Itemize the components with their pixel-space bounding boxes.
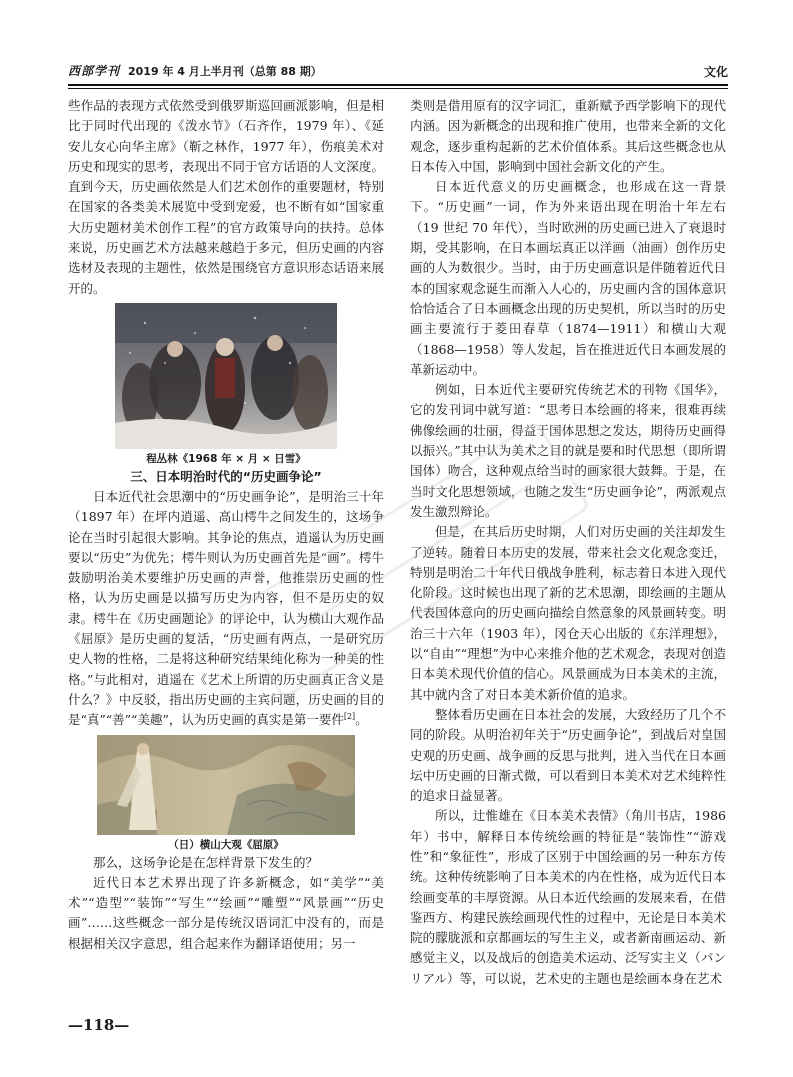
paragraph: 近代日本艺术界出现了许多新概念，如“美学”“美术”“造型”“装饰”“写生”“绘画”“雕塑”“风景画”“历史画”……这些概念一部分是传统汉语词汇中没有的，而是根据相关汉字意思，组合起来作为翻译语使用；另一 <box>68 874 384 951</box>
issue-info: 2019 年 4 月上半月刊（总第 88 期） <box>128 65 322 78</box>
paragraph: 整体看历史画在日本社会的发展，大致经历了几个不同的阶段。从明治初年关于“历史画争论”，到战后对皇国史观的历史画、战争画的反思与批判，进入当代在日本画坛中历史画的日渐式微，可以看到日本美术对艺术纯粹性的追求日益显著。 <box>410 706 726 804</box>
paragraph: 那么，这场争论是在怎样背景下发生的？ <box>93 854 319 870</box>
header-rule-thin <box>68 88 728 89</box>
figure-1 <box>68 303 384 467</box>
painting-qu-yuan-image <box>97 735 355 835</box>
citation-ref: [2] <box>343 712 356 722</box>
paragraph: 所以，辻惟雄在《日本美术表情》（角川书店，1986 年）书中，解释日本传统绘画的特征是“装饰性”“游戏性”和“象征性”，形成了区别于中国绘画的另一种东方传统。这种传统影响了日本美术的内在性格，成为近代日本绘画变革的丰厚资源。从日本近代绘画的发展来看，在借鉴西方、构建民族绘画现代性的过程中，无论是日本美术院的朦胧派和京都画坛的写生主义，或者新南画运动、新感觉主义，以及战后的创造美术运动、泛写实主义（パンリアル）等，可以说，艺术史的主题也是绘画本身在艺术 <box>410 808 726 986</box>
figure-1-caption: 程丛林《1968 年 × 月 × 日雪》 <box>146 452 306 465</box>
page-header <box>68 60 728 82</box>
paragraph: 日本近代意义的历史画概念，也形成在这一背景下。“历史画”一词，作为外来语出现在明治十年左右（19 世纪 70 年代），当时欧洲的历史画已进入了衰退时期，受其影响，在日本画坛真正以洋画（油画）创作历史画的人为数很少。当时，由于历史画意识是伴随着近代日本的国家观念诞生而渐入人心的，历史画内含的国体意识恰恰适合了日本画概念出现的历史契机，所以当时的历史画主要流行于菱田春草（1874—1911）和横山大观（1868—1958）等人发起，旨在推进近代日本画发展的革新运动中。 <box>410 179 726 377</box>
journal-logo: 西部学刊 <box>68 64 121 78</box>
paragraph-end: 。 <box>355 712 368 728</box>
page-number: —118— <box>68 1016 130 1034</box>
figure-2-caption: （日）横山大观《屈原》 <box>168 838 284 851</box>
paragraph <box>68 487 384 731</box>
right-column <box>410 96 726 989</box>
header-rule <box>68 84 728 86</box>
paragraph-text: 日本近代社会思潮中的“历史画争论”，是明治三十年（1897 年）在坪内逍遥、高山樗牛之间发生的，这场争论在当时引起很大影响。其争论的焦点，逍遥认为历史画要以“历史”为优先；樗牛则认为历史画首先是“画”。樗牛鼓励明治美术要维护历史画的声誉，他推崇历史画的性格，认为历史画是以描写历史为内容，但不是历史的奴隶。樗牛在《历史画题论》的评论中，认为横山大观作品《屈原》是历史画的复活，“历史画有两点，一是研究历史人物的性格，二是将这种研究结果纯化称为一种美的性格。”与此相对，逍遥在《艺术上所谓的历史画真正含义是什么？》中反驳，指出历史画的主宾问题，历史画的目的是“真”“善”“美趣”，认为历史画的真实是第一要件 <box>68 488 384 728</box>
paragraph: 类则是借用原有的汉字词汇，重新赋予西学影响下的现代内涵。因为新概念的出现和推广使用，也带来全新的文化观念，逐步重构起新的艺术价值体系。其后这些概念也从日本传入中国，影响到中国社会新文化的产生。 <box>410 98 726 174</box>
paragraph: 例如，日本近代主要研究传统艺术的刊物《国华》，它的发刊词中就写道：“思考日本绘画的将来，很难再续佛像绘画的壮丽，得益于国体思想之发达，期待历史画得以振兴。”其中认为美术之目的就是要和时代思想（即所谓国体）吻合，这种观点给当时的画家很大鼓舞。于是，在当时文化思想领域，也随之发生“历史画争论”，两派观点发生激烈辩论。 <box>410 382 726 519</box>
section-heading: 三、日本明治时代的“历史画争论” <box>130 468 322 484</box>
paragraph: 但是，在其后历史时期，人们对历史画的关注却发生了逆转。随着日本历史的发展，带来社会文化观念变迁，特别是明治二十年代日俄战争胜利，标志着日本进入现代化阶段。这时候也出现了新的艺术思潮，即绘画的主题从代表国体意向的历史画向描绘自然意象的风景画转变。明治三十六年（1903 年），冈仓天心出版的《东洋理想》，以“自由”“理想”为中心来推介他的艺术观念，表现对创造日本美术现代价值的信心。风景画成为日本美术的主流，其中就内含了对日本美术新价值的追求。 <box>410 524 726 702</box>
section-label: 文化 <box>703 65 728 79</box>
left-column <box>68 96 384 954</box>
paragraph: 些作品的表现方式依然受到俄罗斯巡回画派影响，但是相比于同时代出现的《泼水节》（石齐作，1979 年）、《延安儿女心向华主席》（靳之林作，1977 年），伤痕美术对历史和现实的思考，表现出不同于官方话语的人文深度。直到今天，历史画依然是人们艺术创作的重要题材，特别在国家的各类美术展览中受到宠爱，也不断有如“国家重大历史题材美术创作工程”的官方政策导向的扶持。总体来说，历史画艺术方法越来越趋于多元，但历史画的内容选材及表现的主题性，依然是围绕官方意识形态话语来展开的。 <box>68 98 384 296</box>
painting-snow-crowd-image <box>115 303 337 449</box>
figure-2 <box>68 735 384 853</box>
